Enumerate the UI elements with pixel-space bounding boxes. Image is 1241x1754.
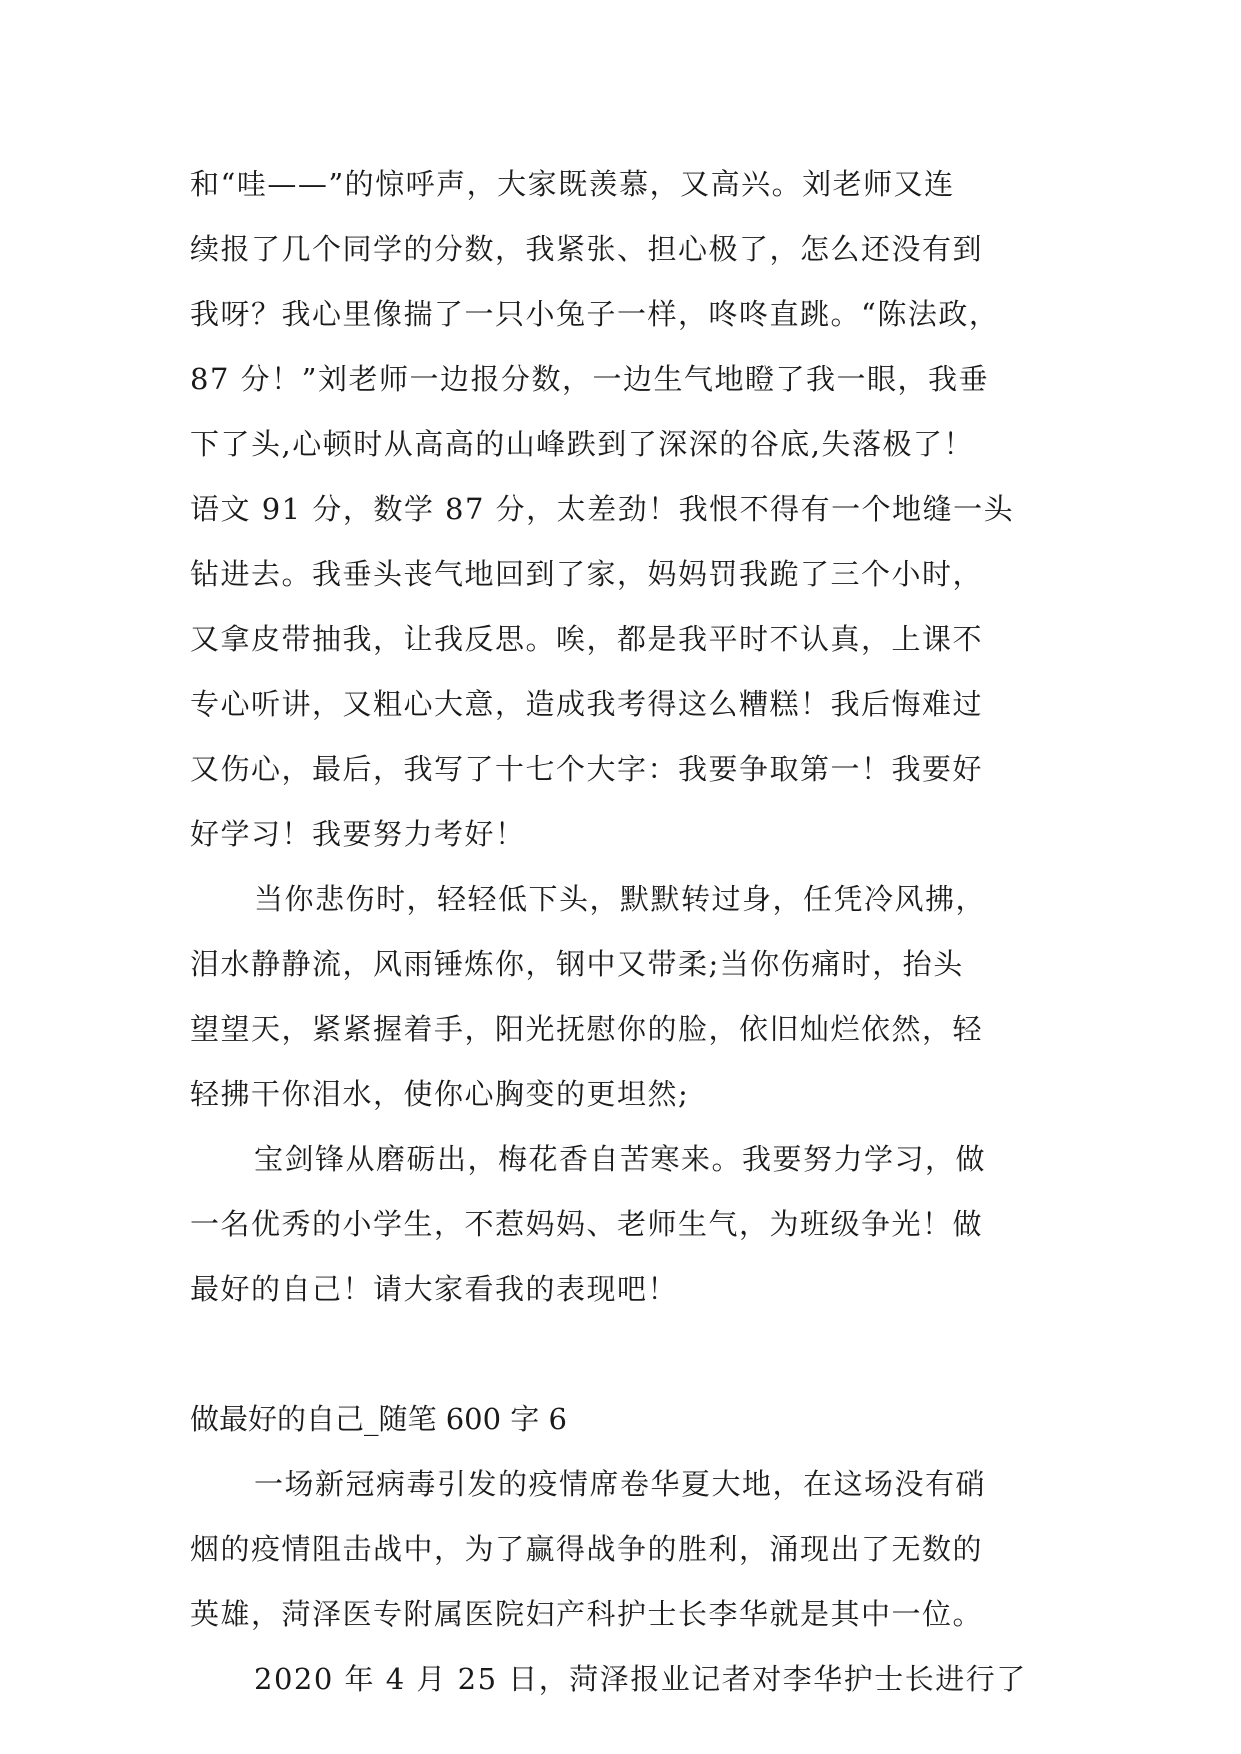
text-line: 又伤心，最后，我写了十七个大字：我要争取第一！我要好 [190, 752, 984, 786]
text-line: 宝剑锋从磨砺出，梅花香自苦寒来。我要努力学习，做 [254, 1142, 987, 1176]
paragraph [190, 1647, 1070, 1712]
text-line: 我呀？我心里像揣了一只小兔子一样，咚咚直跳。“陈法政， [190, 297, 1000, 331]
text-line: 一名优秀的小学生，不惹妈妈、老师生气，为班级争光！做 [190, 1207, 984, 1241]
text-line: 钻进去。我垂头丧气地回到了家，妈妈罚我跪了三个小时， [190, 557, 984, 591]
text-line: 好学习！我要努力考好！ [190, 817, 526, 851]
section-title: 做最好的自己_随笔 600 字 6 [190, 1402, 567, 1436]
text-line: 一场新冠病毒引发的疫情席卷华夏大地，在这场没有硝 [254, 1467, 987, 1501]
blank-line [190, 1322, 1070, 1387]
text-line: 烟的疫情阻击战中，为了赢得战争的胜利，涌现出了无数的 [190, 1532, 984, 1566]
paragraph [190, 867, 1070, 1127]
text-line: 和“哇——”的惊呼声，大家既羡慕，又高兴。刘老师又连 [190, 167, 955, 201]
text-line: 87 分！”刘老师一边报分数，一边生气地瞪了我一眼，我垂 [190, 362, 989, 396]
text-line: 英雄，菏泽医专附属医院妇产科护士长李华就是其中一位。 [190, 1597, 984, 1631]
text-line: 下了头,心顿时从高高的山峰跌到了深深的谷底,失落极了！ [190, 427, 974, 461]
paragraph [190, 1452, 1070, 1647]
text-line: 望望天，紧紧握着手，阳光抚慰你的脸，依旧灿烂依然，轻 [190, 1012, 984, 1046]
text-line: 当你悲伤时，轻轻低下头，默默转过身，任凭冷风拂， [254, 882, 987, 916]
text-line: 续报了几个同学的分数，我紧张、担心极了，怎么还没有到 [190, 232, 984, 266]
paragraph [190, 1127, 1070, 1322]
text-line: 又拿皮带抽我，让我反思。唉，都是我平时不认真，上课不 [190, 622, 984, 656]
paragraph [190, 152, 1070, 867]
text-line: 语文 91 分，数学 87 分，太差劲！我恨不得有一个地缝一头 [190, 492, 1015, 526]
text-line: 专心听讲，又粗心大意，造成我考得这么糟糕！我后悔难过 [190, 687, 984, 721]
document-body [190, 152, 1070, 1712]
text-line: 轻拂干你泪水，使你心胸变的更坦然; [190, 1077, 690, 1111]
text-line: 2020 年 4 月 25 日，菏泽报业记者对李华护士长进行了 [254, 1662, 1027, 1696]
text-line: 最好的自己！请大家看我的表现吧！ [190, 1272, 679, 1306]
text-line: 泪水静静流，风雨锤炼你，钢中又带柔;当你伤痛时，抬头 [190, 947, 964, 981]
